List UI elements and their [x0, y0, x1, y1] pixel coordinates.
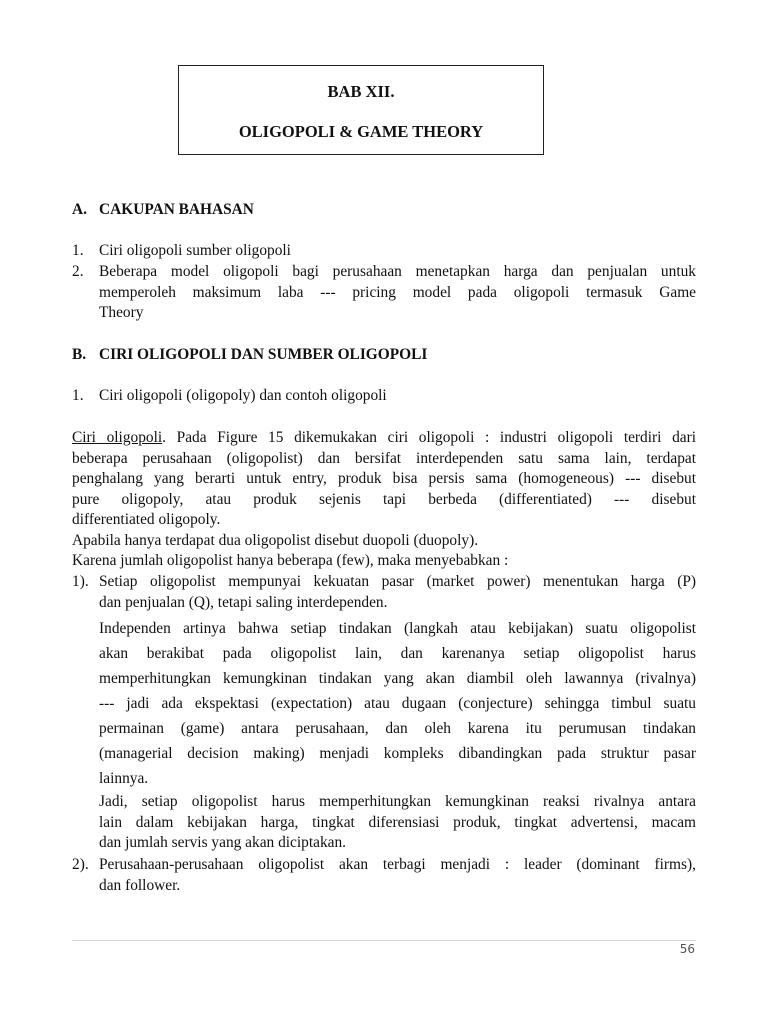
section-a-item-2: 2. Beberapa model oligopoli bagi perusahaan menetapkan harga dan penjualan untuk memperoleh maksimum laba --- pricing model pada oligopoli termasuk Game Theory: [72, 263, 696, 321]
page-number: 56: [679, 942, 695, 956]
ciri-oligopoli-lead: Ciri oligopoli: [72, 429, 163, 446]
chapter-title-box: [178, 65, 544, 155]
paragraph-independen: Independen artinya bahwa setiap tindakan (langkah atau kebijakan) suatu oligopolist akan berakibat pada oligopolist lain, dan karenanya setiap oligopolist harus memperhitungkan kemungkinan tindakan yang akan diambil oleh lawannya (rivalnya) --- jadi ada ekspektasi (expectation) atau dugaan (conjecture) sehingga timbul suatu permainan (game) antara perusahaan, dan oleh karena itu perumusan tindakan (managerial decision making) menjadi kompleks dibandingkan pada struktur pasar lainnya.: [99, 620, 696, 787]
footer-divider: [72, 940, 696, 941]
paragraph-ciri-oligopoli: Ciri oligopoli. Pada Figure 15 dikemukakan ciri oligopoli : industri oligopoli terdiri dari beberapa perusahaan (oligopolist) dan bersifat interdependen satu sama lain, terdapat penghalang yang berarti untuk entry, produk bisa persis sama (homogeneous) --- disebut pure oligopoly, atau produk sejenis tapi berbeda (differentiated) --- disebut differentiated oligopoly. Apabila hanya terdapat dua oligopolist disebut duopoli (duopoly). Karena jumlah oligopolist hanya beberapa (few), maka menyebabkan :: [72, 428, 696, 572]
paragraph-duopoli: Apabila hanya terdapat dua oligopolist disebut duopoli (duopoly).: [72, 531, 479, 549]
point-2: 2). Perusahaan-perusahaan oligopolist akan terbagi menjadi : leader (dominant firms), dan follower.: [72, 856, 696, 894]
chapter-number: BAB XII.: [327, 82, 395, 101]
point-1: 1). Setiap oligopolist mempunyai kekuatan pasar (market power) menentukan harga (P) dan penjualan (Q), tetapi saling interdependen.: [72, 573, 696, 611]
paragraph-jadi: Jadi, setiap oligopolist harus memperhitungkan kemungkinan reaksi rivalnya antara lain dalam kebijakan harga, tingkat diferensiasi produk, tingkat advertensi, macam dan jumlah servis yang akan diciptakan.: [99, 793, 696, 851]
chapter-title: OLIGOPOLI & GAME THEORY: [238, 122, 484, 141]
paragraph-karena: Karena jumlah oligopolist hanya beberapa (few), maka menyebabkan :: [72, 552, 509, 569]
